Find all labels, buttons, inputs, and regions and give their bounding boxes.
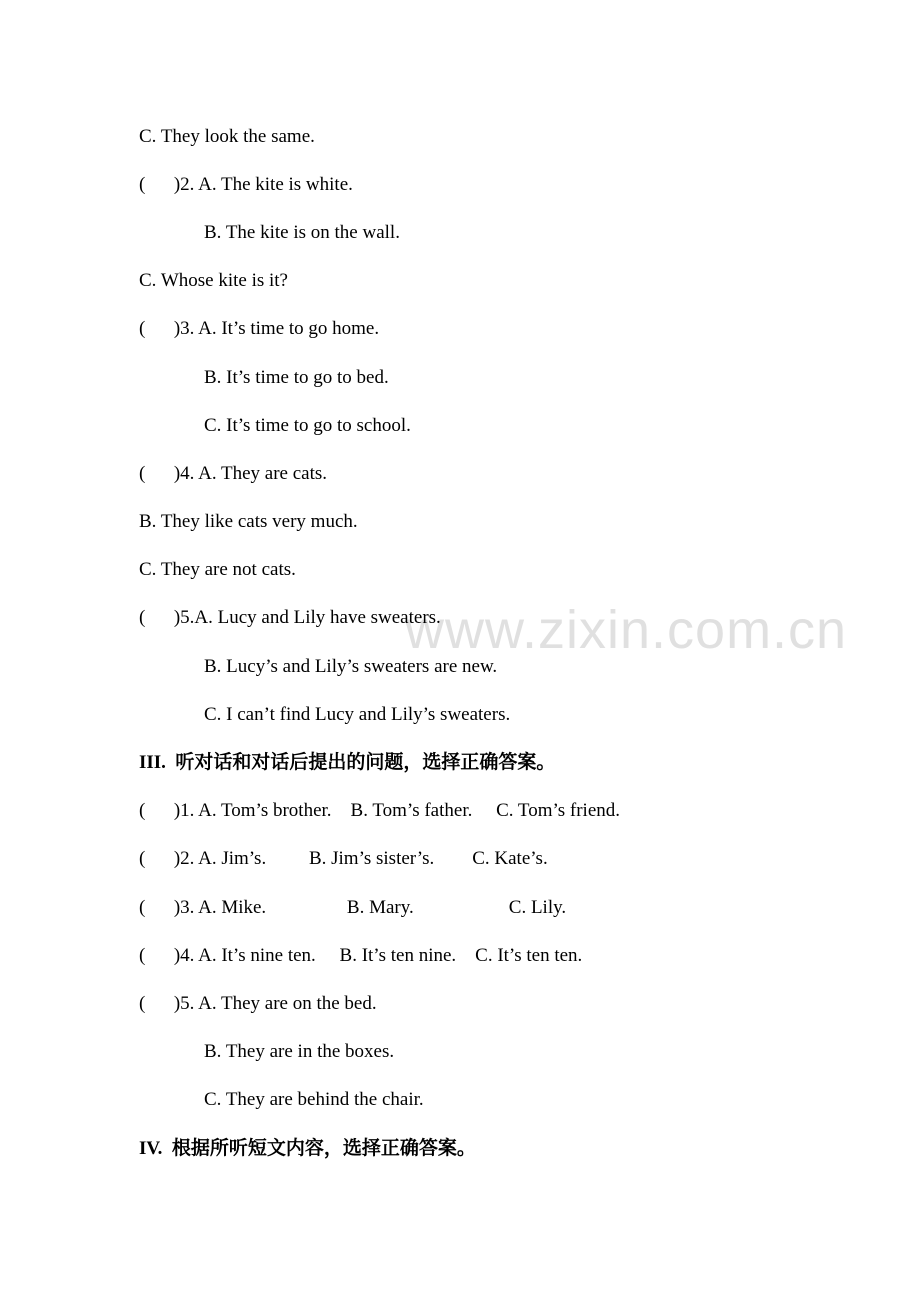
option-line: B. The kite is on the wall.: [204, 222, 400, 243]
question-line: ( )3. A. Mike. B. Mary. C. Lily.: [139, 897, 567, 918]
option-line: C. Whose kite is it?: [139, 270, 288, 291]
option-line: C. They look the same.: [139, 126, 315, 147]
question-line: ( )5.A. Lucy and Lily have sweaters.: [139, 607, 441, 628]
option-line: C. They are behind the chair.: [204, 1089, 424, 1110]
section-heading: IV. 根据所听短文内容，选择正确答案。: [139, 1138, 476, 1159]
option-line: B. Lucy’s and Lily’s sweaters are new.: [204, 656, 498, 677]
section-heading: III. 听对话和对话后提出的问题，选择正确答案。: [139, 752, 556, 773]
option-line: C. It’s time to go to school.: [204, 415, 411, 436]
option-line: B. It’s time to go to bed.: [204, 367, 389, 388]
question-line: ( )4. A. They are cats.: [139, 463, 328, 484]
question-line: ( )4. A. It’s nine ten. B. It’s ten nine. C. It’s ten ten.: [139, 945, 583, 966]
question-line: ( )2. A. Jim’s. B. Jim’s sister’s. C. Kate’s.: [139, 848, 548, 869]
option-line: B. They are in the boxes.: [204, 1041, 395, 1062]
question-line: ( )2. A. The kite is white.: [139, 174, 353, 195]
option-line: C. I can’t find Lucy and Lily’s sweaters.: [204, 704, 511, 725]
question-line: ( )5. A. They are on the bed.: [139, 993, 377, 1014]
option-line: C. They are not cats.: [139, 559, 296, 580]
question-line: ( )1. A. Tom’s brother. B. Tom’s father. C. Tom’s friend.: [139, 800, 621, 821]
option-line: B. They like cats very much.: [139, 511, 358, 532]
watermark: www.zixin.com.cn: [405, 600, 848, 660]
question-line: ( )3. A. It’s time to go home.: [139, 318, 380, 339]
